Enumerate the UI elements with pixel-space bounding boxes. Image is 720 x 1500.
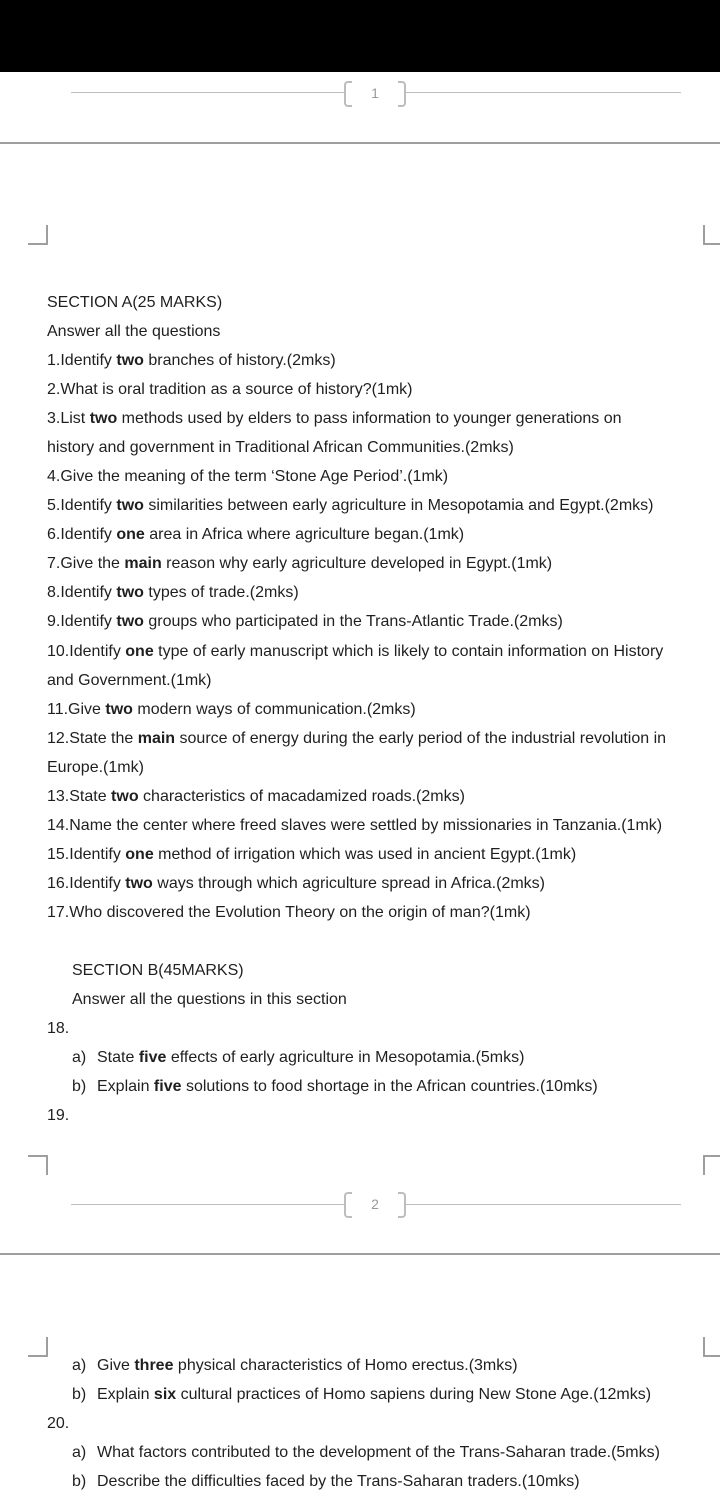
- question-20b: b) Describe the difficulties faced by the Trans-Saharan traders.(10mks): [72, 1473, 580, 1490]
- question-18b: b) Explain five solutions to food shortage in the African countries.(10mks): [72, 1078, 598, 1095]
- question-18a: a) State five effects of early agriculture in Mesopotamia.(5mks): [72, 1049, 525, 1066]
- crop-mark-icon: [28, 225, 48, 245]
- page-separator: [0, 142, 720, 144]
- question-20a: a) What factors contributed to the development of the Trans-Saharan trade.(5mks): [72, 1444, 660, 1461]
- page-number-badge: [344, 79, 406, 107]
- question-3-cont: history and government in Traditional African Communities.(2mks): [47, 439, 514, 456]
- section-b-title: SECTION B(45MARKS): [72, 962, 244, 979]
- question-6: 6.Identify one area in Africa where agriculture began.(1mk): [47, 526, 465, 543]
- question-2: 2.What is oral tradition as a source of history?(1mk): [47, 381, 413, 398]
- question-12-cont: Europe.(1mk): [47, 759, 144, 776]
- question-13: 13.State two characteristics of macadamized roads.(2mks): [47, 788, 465, 805]
- page-separator: [0, 1253, 720, 1255]
- bracket-left-icon: [344, 1192, 352, 1218]
- section-a-instruction: Answer all the questions: [47, 323, 221, 340]
- crop-mark-icon: [703, 1337, 720, 1357]
- page-number: 2: [371, 1196, 379, 1212]
- question-10-cont: and Government.(1mk): [47, 672, 212, 689]
- question-19-number: 19.: [47, 1107, 70, 1124]
- question-4: 4.Give the meaning of the term ‘Stone Age Period’.(1mk): [47, 468, 449, 485]
- crop-mark-icon: [703, 225, 720, 245]
- question-16: 16.Identify two ways through which agriculture spread in Africa.(2mks): [47, 875, 545, 892]
- question-3: 3.List two methods used by elders to pass information to younger generations on: [47, 410, 622, 427]
- status-bar: [0, 0, 720, 72]
- question-19a: a) Give three physical characteristics of Homo erectus.(3mks): [72, 1357, 518, 1374]
- crop-mark-icon: [28, 1155, 48, 1175]
- question-12: 12.State the main source of energy during the early period of the industrial revolution in: [47, 730, 667, 747]
- bracket-right-icon: [398, 1192, 406, 1218]
- page-number-badge: [344, 1190, 406, 1218]
- question-1: 1.Identify two branches of history.(2mks): [47, 352, 336, 369]
- question-8: 8.Identify two types of trade.(2mks): [47, 584, 299, 601]
- question-19b: b) Explain six cultural practices of Homo sapiens during New Stone Age.(12mks): [72, 1386, 652, 1403]
- question-20-number: 20.: [47, 1415, 70, 1432]
- question-15: 15.Identify one method of irrigation which was used in ancient Egypt.(1mk): [47, 846, 577, 863]
- question-18-number: 18.: [47, 1020, 70, 1037]
- question-5: 5.Identify two similarities between early agriculture in Mesopotamia and Egypt.(2mks): [47, 497, 654, 514]
- question-17: 17.Who discovered the Evolution Theory on the origin of man?(1mk): [47, 904, 531, 921]
- bracket-left-icon: [344, 81, 352, 107]
- question-14: 14.Name the center where freed slaves were settled by missionaries in Tanzania.(1mk): [47, 817, 663, 834]
- question-9: 9.Identify two groups who participated in the Trans-Atlantic Trade.(2mks): [47, 613, 563, 630]
- page-number: 1: [371, 85, 379, 101]
- bracket-right-icon: [398, 81, 406, 107]
- crop-mark-icon: [28, 1337, 48, 1357]
- section-b-instruction: Answer all the questions in this section: [72, 991, 347, 1008]
- section-a-title: SECTION A(25 MARKS): [47, 294, 223, 311]
- question-10: 10.Identify one type of early manuscript which is likely to contain information on History: [47, 643, 664, 660]
- crop-mark-icon: [703, 1155, 720, 1175]
- question-11: 11.Give two modern ways of communication.(2mks): [47, 701, 416, 718]
- question-7: 7.Give the main reason why early agriculture developed in Egypt.(1mk): [47, 555, 553, 572]
